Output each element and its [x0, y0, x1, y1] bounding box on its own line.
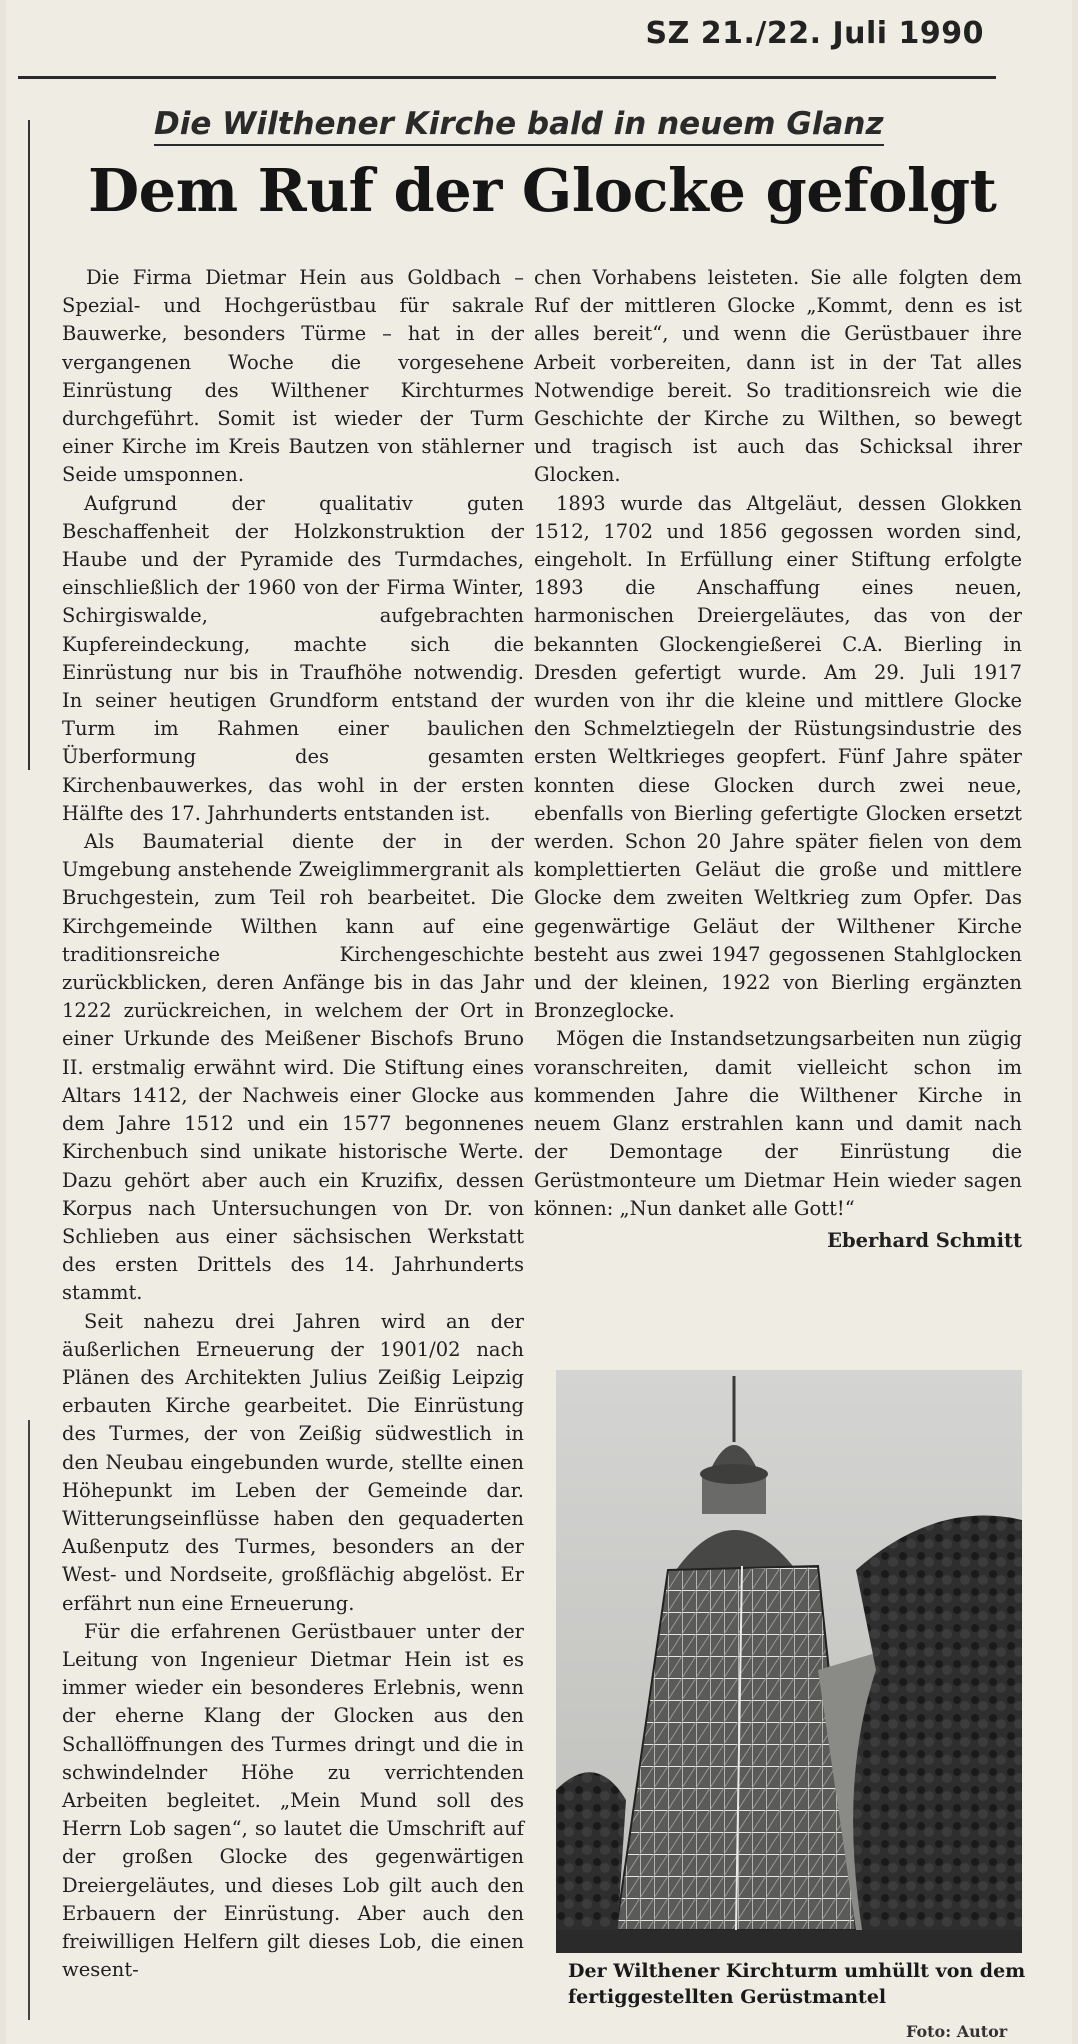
top-rule [18, 76, 996, 79]
paragraph: Für die erfahrenen Gerüstbauer unter der Leitung von Ingenieur Dietmar Hein ist es immer wieder ein besonderes Erlebnis, wenn der eherne Klang der Glocken aus den Schallöffnungen des Turmes dringt und die in schwindelnder Höhe zu verrichtenden Arbeiten begleitet. „Mein Mund soll des Herrn Lob sagen“, so lautet die Umschrift auf der großen Glocke des gegenwärtigen Dreiergeläutes, und dieses Lob gilt auch den Erbauern der Einrüstung. Aber auch den freiwilligen Helfern gilt dieses Lob, die einen wesent- [62, 1619, 524, 1982]
kicker-line: Die Wilthener Kirche bald in neuem Glanz [154, 106, 884, 146]
photo-caption: Der Wilthener Kirchturm umhüllt von dem fertiggestellten Gerüstmantel [568, 1960, 1026, 2008]
scaffolded-tower-image [556, 1370, 1022, 1953]
paragraph: Die Firma Dietmar Hein aus Goldbach – Spezial- und Hochgerüstbau für sakrale Bauwerke, besonders Türme – hat in der vergangenen Woche die vorgesehene Einrüstung des Wilthener Kirchturmes durchgeführt. Somit ist wieder der Turm einer Kirche im Kreis Bautzen von stählerner Seide umsponnen. [62, 266, 524, 487]
newspaper-clipping [6, 0, 1072, 2044]
paragraph: Aufgrund der qualitativ guten Beschaffenheit der Holzkonstruktion der Haube und der Pyramide des Turmdaches, einschließlich der 1960 von der Firma Winter, Schirgiswalde, aufgebrachten Kupfereindeckung, machte sich die Einrüstung nur bis in Traufhöhe notwendig. In seiner heutigen Grundform entstand der Turm im Rahmen einer baulichen Überformung des gesamten Kirchenbauwerkes, das wohl in der ersten Hälfte des 17. Jahrhunderts entstanden ist. [62, 491, 524, 825]
paragraph: Als Baumaterial diente der in der Umgebung anstehende Zweiglimmergranit als Bruchgestein, zum Teil roh bearbeitet. Die Kirchgemeinde Wilthen kann auf eine traditionsreiche Kirchengeschichte zurückblicken, deren Anfänge bis in das Jahr 1222 zurückreichen, in welchem der Ort in einer Urkunde des Meißener Bischofs Bruno II. erstmalig erwähnt wird. Die Stiftung eines Altars 1412, der Nachweis einer Glocke aus dem Jahre 1512 und ein 1577 begonnenes Kirchenbuch sind unikate historische Werte. Dazu gehört aber auch ein Kruzifix, dessen Korpus nach Untersuchungen von Dr. von Schlieben aus einer sächsischen Werkstatt des ersten Drittels des 14. Jahrhunderts stammt. [62, 830, 524, 1305]
right-column [534, 264, 1022, 1255]
paragraph: Mögen die Instandsetzungsarbeiten nun zügig voranschreiten, damit vielleicht schon im kommenden Jahre die Wilthener Kirche in neuem Glanz erstrahlen kann und damit nach der Demontage der Einrüstung die Gerüstmonteure um Dietmar Hein wieder sagen können: „Nun danket alle Gott!“ [534, 1027, 1022, 1220]
publication-date: SZ 21./22. Juli 1990 [645, 16, 984, 51]
paragraph: Seit nahezu drei Jahren wird an der äußerlichen Erneuerung der 1901/02 nach Plänen des Architekten Julius Zeißig Leipzig erbauten Kirche gearbeitet. Die Einrüstung des Turmes, der von Zeißig südwestlich in den Neubau eingebunden wurde, stellte einen Höhepunkt im Leben der Gemeinde dar. Witterungseinflüsse haben den gequaderten Außenputz des Turmes, besonders an der West- und Nordseite, großflächig abgelöst. Er erfährt nun eine Erneuerung. [62, 1309, 524, 1615]
paragraph: chen Vorhabens leisteten. Sie alle folgten dem Ruf der mittleren Glocke „Kommt, denn es ist alles bereit“, und wenn die Gerüstbauer ihre Arbeit vorbereiten, dann ist in der Tat alles Notwendige bereit. So traditionsreich wie die Geschichte der Kirche zu Wilthen, so bewegt und tragisch ist auch das Schicksal ihrer Glocken. [534, 266, 1022, 487]
author-byline: Eberhard Schmitt [827, 1228, 1022, 1252]
photo-credit: Foto: Autor [906, 2022, 1008, 2041]
headline: Dem Ruf der Glocke gefolgt [88, 156, 997, 225]
paragraph: 1893 wurde das Altgeläut, dessen Glokken 1512, 1702 und 1856 gegossen worden sind, eingeholt. In Erfüllung einer Stiftung erfolgte 1893 die Anschaffung eines neuen, harmonischen Dreiergeläutes, das von der bekannten Glockengießerei C.A. Bierling in Dresden gefertigt wurde. Am 29. Juli 1917 wurden von ihr die kleine und mittlere Glocke den Schmelztiegeln der Rüstungsindustrie des ersten Weltkrieges geopfert. Fünf Jahre später konnten diese Glocken durch zwei neue, ebenfalls von Bierling gefertigte Glocken ersetzt werden. Schon 20 Jahre später fielen von dem komplettierten Geläut die große und mittlere Glocke dem zweiten Weltkrieg zum Opfer. Das gegenwärtige Geläut der Wilthener Kirche besteht aus zwei 1947 gegossenen Stahlglocken und der kleinen, 1922 von Bierling ergänzten Bronzeglocke. [534, 491, 1022, 1023]
left-rule [28, 120, 30, 770]
church-tower-photo [556, 1370, 1022, 1953]
left-column [62, 264, 524, 1984]
left-rule-lower [28, 1420, 30, 2020]
